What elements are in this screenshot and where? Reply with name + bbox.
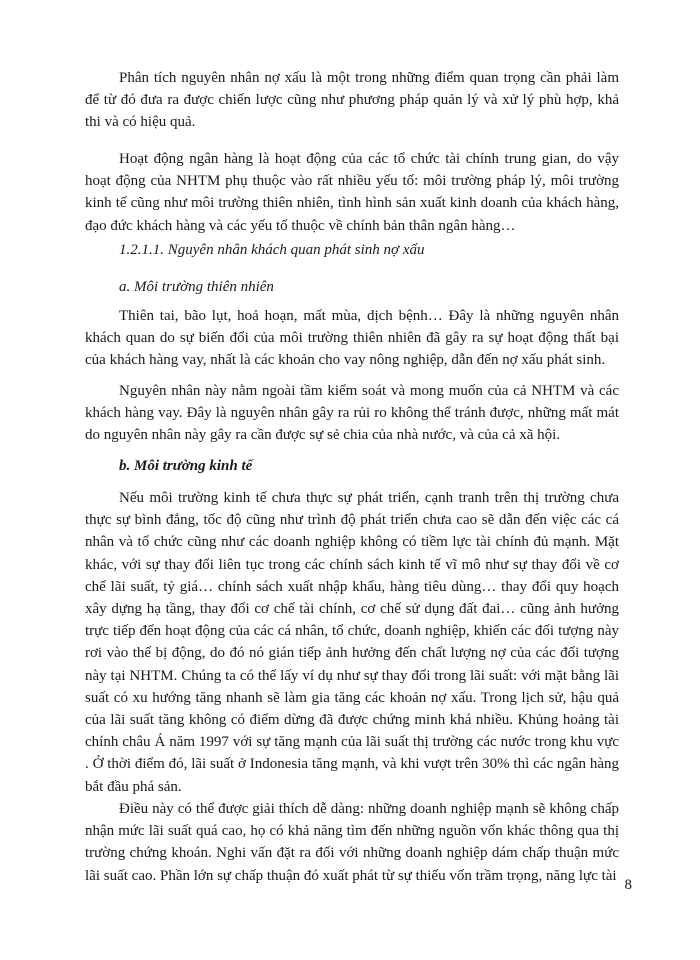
paragraph-4: Nguyên nhân này nằm ngoài tầm kiểm soát và mong muốn của cả NHTM và các khách hàng vay. Đây là nguyên nhân gây ra rủi ro không thể tránh được, những mất mát do nguyên nhân này gây ra cần được sự sẻ chia của nhà nước, và của cả xã hội. xyxy=(85,383,619,444)
paragraph-1: Phân tích nguyên nhân nợ xấu là một trong những điểm quan trọng cần phải làm để từ đó đưa ra được chiến lược cũng như phương pháp quản lý và xử lý phù hợp, khả thi và có hiệu quả. xyxy=(85,70,619,131)
paragraph-5: Nếu môi trường kinh tế chưa thực sự phát triển, cạnh tranh trên thị trường chưa thực sự bình đẳng, tốc độ cũng như trình độ phát triển chưa cao sẽ dẫn đến việc các cá nhân và tổ chức cũng như các doanh nghiệp không có tiềm lực tài chính đủ mạnh. Mặt khác, với sự thay đổi liên tục trong các chính sách kinh tế vĩ mô như sự thay đổi về cơ chế lãi suất, tỷ giá… chính sách xuất nhập khẩu, hàng tiêu dùng… thay đổi quy hoạch xây dựng hạ tầng, thay đổi cơ chế tài chính, cơ chế sử dụng đất đai… cũng ảnh hưởng trực tiếp đến hoạt động của các cá nhân, tổ chức, doanh nghiệp, khiến các đối tượng này rơi vào thế bị động, do đó nó gián tiếp ảnh hưởng đến chất lượng nợ của các đối tượng này tại NHTM. Chúng ta có thể lấy ví dụ như sự thay đổi trong lãi suất: với mặt bằng lãi suất có xu hướng tăng nhanh sẽ làm gia tăng các khoản nợ xấu. Trong lịch sử, hậu quả của lãi suất tăng không có điểm dừng đã được chứng minh khá nhiều. Khủng hoảng tài chính châu Á năm 1997 với sự tăng mạnh của lãi suất thị trường các nước trong khu vực . Ở thời điểm đó, lãi suất ở Indonesia tăng mạnh, và khi vượt trên 30% thì các ngân hàng bắt đầu phá sản. xyxy=(85,490,619,795)
explanation-paragraph xyxy=(85,798,619,887)
banking-paragraph xyxy=(85,148,619,237)
section-heading xyxy=(85,239,619,261)
paragraph-6: Điều này có thể được giải thích dễ dàng: những doanh nghiệp mạnh sẽ không chấp nhận mức lãi suất quá cao, họ có khả năng tìm đến những nguồn vốn khác thông qua thị trường chứng khoán. Nghi vấn đặt ra đối với những doanh nghiệp dám chấp thuận mức lãi suất cao. Phần lớn sự chấp thuận đó xuất phát từ sự thiếu vốn trầm trọng, năng lực tài xyxy=(85,801,619,884)
paragraph-3: Thiên tai, bão lụt, hoả hoạn, mất mùa, dịch bệnh… Đây là những nguyên nhân khách quan do sự biến đổi của môi trường thiên nhiên đã gây ra sự hoạt động thất bại của khách hàng vay, nhất là các khoản cho vay nông nghiệp, dẫn đến nợ xấu phát sinh. xyxy=(85,308,619,369)
subsection-heading-b xyxy=(85,455,619,477)
paragraph-2: Hoạt động ngân hàng là hoạt động của các tổ chức tài chính trung gian, do vậy hoạt động của NHTM phụ thuộc vào rất nhiều yếu tố: môi trường pháp lý, môi trường kinh tế cũng như môi trường thiên nhiên, tình hình sản xuất kinh doanh của khách hàng, đạo đức khách hàng và các yếu tố thuộc về chính bản thân ngân hàng… xyxy=(85,151,619,234)
economic-paragraph xyxy=(85,487,619,798)
risk-paragraph xyxy=(85,380,619,447)
subsection-heading-a xyxy=(85,276,619,298)
intro-paragraph xyxy=(85,67,619,134)
natural-paragraph xyxy=(85,305,619,372)
heading-economic-environment: b. Môi trường kinh tế xyxy=(119,458,253,474)
page-number: 8 xyxy=(624,877,632,893)
heading-natural-environment: a. Môi trường thiên nhiên xyxy=(119,279,274,295)
heading-objective-causes: 1.2.1.1. Nguyên nhân khách quan phát sinh nợ xấu xyxy=(119,242,425,258)
